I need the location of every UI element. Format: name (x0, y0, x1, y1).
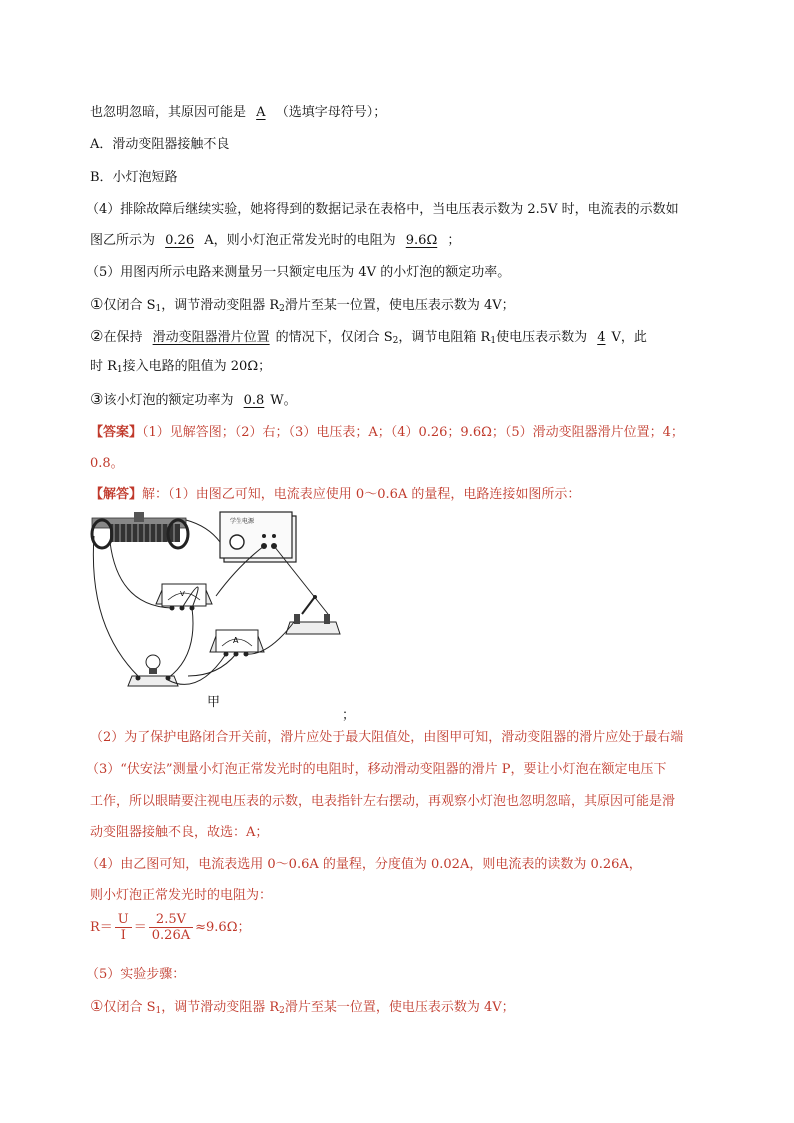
text: 使电压表示数为 (496, 330, 588, 345)
text: 时 R (90, 359, 117, 374)
solution-label: 【解答】 (90, 487, 143, 502)
option-b: B．小灯泡短路 (90, 170, 178, 185)
solution-step-1 (90, 997, 515, 1020)
solution-line-6: （4）由乙图可知，电流表选用 0～0.6A 的量程，分度值为 0.02A，则电流表的读数为 0.26A， (86, 857, 642, 872)
equals-sign: ＝ (133, 920, 147, 935)
numerator: U (115, 912, 132, 928)
solution-text: 解：（1）由图乙可知，电流表应使用 0～0.6A 的量程，电路连接如图所示： (142, 487, 581, 502)
equation-result: ≈9.6Ω； (195, 920, 251, 935)
text: A，则小灯泡正常发光时的电阻为 (204, 233, 396, 248)
text: ，调节滑动变阻器 R (161, 298, 280, 313)
resistance-equation (90, 912, 250, 943)
step-number: ③ (90, 390, 104, 408)
text: 接入电路的阻值为 20Ω； (122, 359, 272, 374)
question-4-line-2 (90, 232, 460, 250)
power-supply-icon (220, 512, 296, 562)
fraction-ui (115, 912, 132, 943)
answer-text: （1）见解答图；（2）右；（3）电压表；A；（4）0.26；9.6Ω；（5）滑动变阻器滑片位置；4； (142, 425, 684, 440)
solution-line-2: （2）为了保护电路闭合开关前，滑片应处于最大阻值处，由图甲可知，滑动变阻器的滑片应处于最右端 (90, 730, 684, 745)
step-number: ① (90, 997, 104, 1015)
text: 仅闭合 S (103, 1000, 156, 1015)
figure-caption: 甲 (207, 695, 221, 710)
subscript: 1 (116, 365, 123, 375)
step-1 (90, 295, 515, 318)
option-a: A．滑动变阻器接触不良 (90, 137, 230, 152)
equation-lhs: R＝ (90, 920, 113, 935)
text: W。 (270, 393, 297, 408)
text: ，调节电阻箱 R (398, 330, 491, 345)
answer-blank: 0.26 (165, 233, 195, 248)
text: 仅闭合 S (103, 298, 156, 313)
text: 图乙所示为 (90, 233, 156, 248)
text: （选填字母符号）； (275, 105, 387, 120)
subscript: 2 (279, 1006, 285, 1016)
text: 该小灯泡的额定功率为 (103, 393, 234, 408)
solution-line-4: 工作，所以眼睛要注视电压表的示数，电表指针左右摆动，再观察小灯泡也忽明忽暗，其原因可能是滑 (90, 794, 676, 809)
power-supply-label: 学生电源 (230, 518, 255, 525)
answer-label: 【答案】 (90, 425, 143, 440)
subscript: 2 (392, 336, 399, 346)
figure-semicolon: ； (342, 708, 356, 723)
solution-line-3: （3）“伏安法”测量小灯泡正常发光时的电阻时，移动滑动变阻器的滑片 P，要让小灯泡在额定电压下 (86, 762, 667, 777)
subscript: 1 (155, 304, 162, 314)
subscript: 2 (279, 304, 285, 314)
text: ； (447, 233, 461, 248)
answer-line-2: 0.8。 (90, 456, 124, 471)
denominator: I (120, 928, 126, 943)
solution-line-8: （5）实验步骤： (86, 967, 186, 982)
rheostat-icon (92, 512, 188, 548)
voltmeter-label: V (180, 590, 185, 598)
solution-line-1 (90, 486, 580, 504)
answer-blank: 滑动变阻器滑片位置 (152, 330, 270, 345)
text: 滑片至某一位置，使电压表示数为 4V； (284, 1000, 515, 1015)
voltmeter-icon (156, 584, 212, 611)
subscript: 1 (490, 336, 497, 346)
solution-line-7: 则小灯泡正常发光时的电阻为： (90, 888, 273, 903)
solution-line-5: 动变阻器接触不良，故选：A； (90, 825, 269, 840)
answer-blank: A (256, 105, 266, 120)
text: 在保持 (103, 330, 143, 345)
switch-icon (286, 595, 340, 634)
step-2-cont (90, 358, 271, 379)
circuit-diagram (88, 506, 358, 706)
answer-blank: 0.8 (243, 393, 265, 408)
text-line-1 (90, 104, 386, 122)
text: 滑片至某一位置，使电压表示数为 4V； (284, 298, 515, 313)
text: 也忽明忽暗，其原因可能是 (90, 105, 247, 120)
fraction-values (149, 912, 193, 943)
step-number: ② (90, 327, 104, 345)
text: 的情况下，仅闭合 S (275, 330, 393, 345)
text: ，调节滑动变阻器 R (161, 1000, 280, 1015)
step-3 (90, 390, 297, 410)
numerator: 2.5V (149, 912, 193, 928)
answer-blank: 4 (597, 330, 606, 345)
subscript: 1 (155, 1006, 162, 1016)
denominator: 0.26A (151, 928, 191, 943)
step-2 (90, 327, 647, 350)
answer-line-1 (90, 424, 684, 442)
step-number: ① (90, 295, 104, 313)
question-5-intro: （5）用图丙所示电路来测量另一只额定电压为 4V 的小灯泡的额定功率。 (86, 265, 511, 280)
text: V，此 (611, 330, 647, 345)
answer-blank: 9.6Ω (405, 233, 438, 248)
question-4-line-1: （4）排除故障后继续实验，她将得到的数据记录在表格中，当电压表示数为 2.5V 时，电流表的示数如 (86, 202, 679, 217)
ammeter-label: A (233, 636, 239, 645)
ammeter-icon (210, 630, 264, 657)
